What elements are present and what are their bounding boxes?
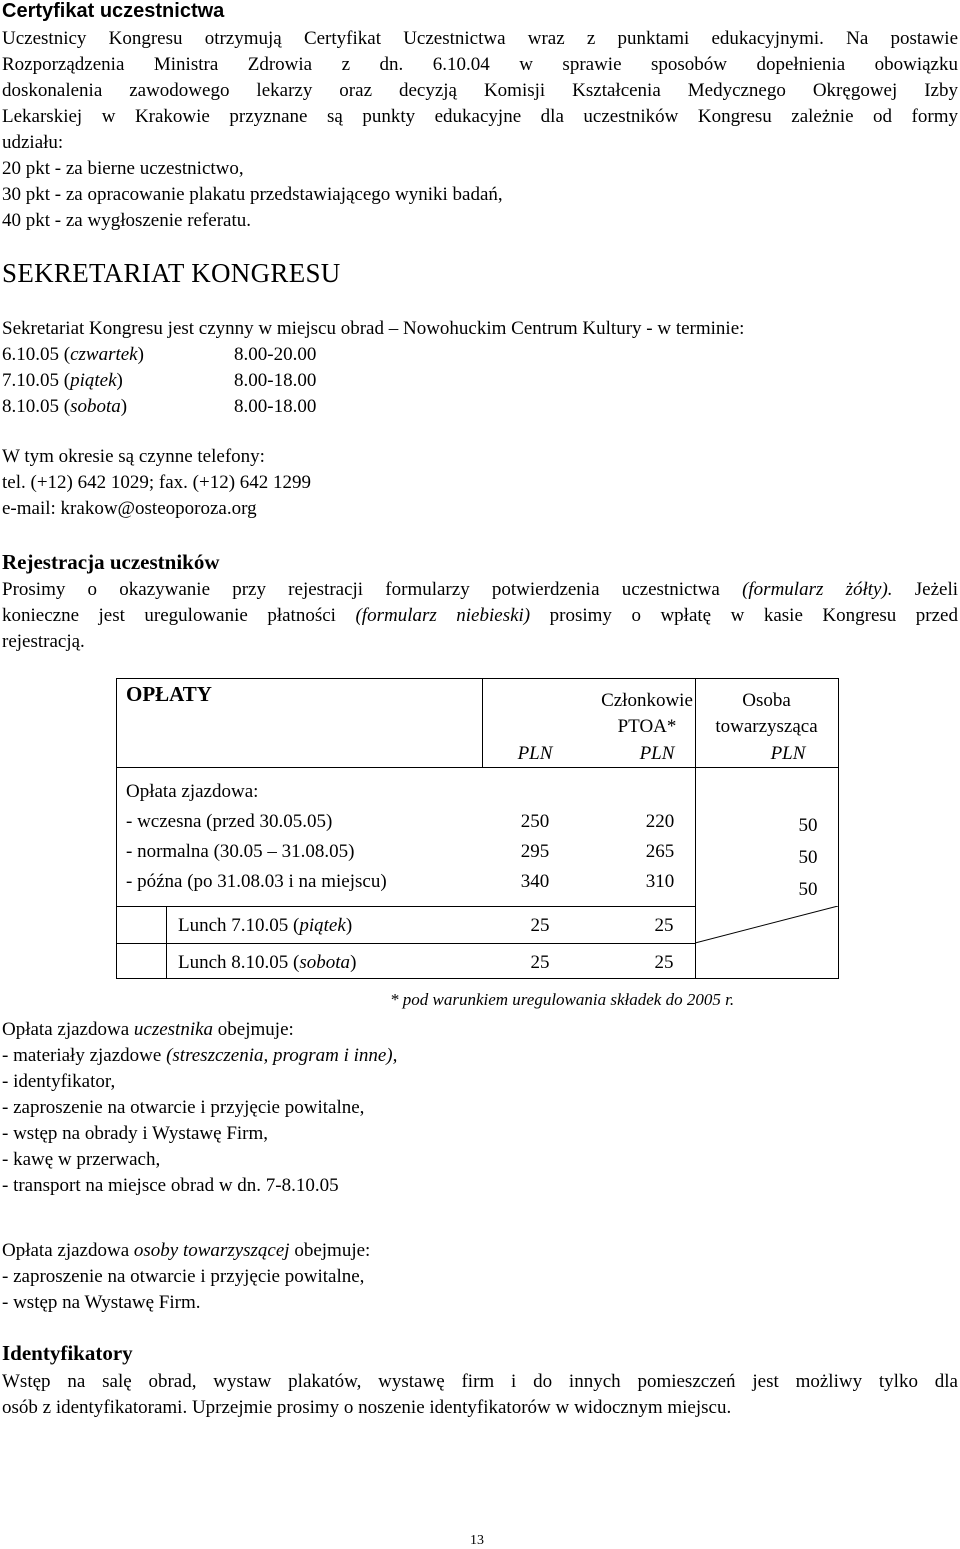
fee-value: 250 xyxy=(520,811,550,832)
fee-row-label: - późna (po 31.08.03 i na miejscu) xyxy=(126,871,387,892)
day-hours: 8.00-20.00 xyxy=(234,344,317,365)
list-item: - wstęp na obrady i Wystawę Firm, xyxy=(2,1123,269,1144)
companion-fee-list xyxy=(2,1238,370,1316)
lunch-label: Lunch 7.10.05 (piątek) xyxy=(178,915,353,936)
list-item: - materiały zjazdowe (streszczenia, program i inne), xyxy=(2,1045,398,1066)
lunch-value: 25 xyxy=(530,915,550,936)
points-item: 30 pkt - za opracowanie plakatu przedstawiającego wyniki badań, xyxy=(2,184,503,205)
col-member-header: Członkowie PTOA* xyxy=(601,690,693,737)
list-item: - wstęp na Wystawę Firm. xyxy=(2,1292,201,1313)
secretariat-day xyxy=(2,342,316,368)
registration-heading: Rejestracja uczestników xyxy=(2,550,220,574)
day-hours: 8.00-18.00 xyxy=(234,396,317,417)
fee-value: 220 xyxy=(645,811,675,832)
lunch-value: 25 xyxy=(530,952,550,973)
day-label: 6.10.05 (czwartek) xyxy=(2,344,144,365)
email: e-mail: krakow@osteoporoza.org xyxy=(2,498,257,519)
registration-line: rejestracją. xyxy=(2,631,85,652)
registration-line: Prosimy o okazywanie przy rejestracji formularzy potwierdzenia uczestnictwa (formularz żółty). Jeżeli xyxy=(2,579,959,600)
participant-fee-list xyxy=(2,1017,397,1199)
fee-value: 50 xyxy=(798,879,818,900)
secretariat-heading: SEKRETARIAT KONGRESU xyxy=(2,258,341,288)
certificate-text xyxy=(2,26,958,234)
lunch-label: Lunch 8.10.05 (sobota) xyxy=(178,952,357,973)
fee-group-label: Opłata zjazdowa: xyxy=(126,781,259,802)
secretariat-day xyxy=(2,394,316,420)
certificate-line: Uczestnicy Kongresu otrzymują Certyfikat Uczestnictwa wraz z punktami edukacyjnymi. Na postawie xyxy=(2,28,958,49)
points-item: 40 pkt - za wygłoszenie referatu. xyxy=(2,210,252,231)
currency-label: PLN xyxy=(517,743,553,764)
badges-line: Wstęp na salę obrad, wystaw plakatów, wystawę firm i do innych pomieszczeń jest możliwy tylko dla xyxy=(2,1371,958,1392)
day-label: 7.10.05 (piątek) xyxy=(2,370,123,391)
list-item: - transport na miejsce obrad w dn. 7-8.10.05 xyxy=(2,1175,339,1196)
list-item: - zaproszenie na otwarcie i przyjęcie powitalne, xyxy=(2,1097,365,1118)
fee-row-label: - normalna (30.05 – 31.08.05) xyxy=(126,841,355,862)
list-item: - identyfikator, xyxy=(2,1071,116,1092)
points-item: 20 pkt - za bierne uczestnictwo, xyxy=(2,158,244,179)
companion-fee-heading: Opłata zjazdowa osoby towarzyszącej obejmuje: xyxy=(2,1240,371,1261)
fee-value: 265 xyxy=(645,841,675,862)
lunch-value: 25 xyxy=(654,915,674,936)
fee-row-label: - wczesna (przed 30.05.05) xyxy=(126,811,333,832)
currency-label: PLN xyxy=(639,743,675,764)
certificate-line: doskonalenia zawodowego lekarzy oraz decyzją Komisji Kształcenia Medycznego Okręgowej Izby xyxy=(2,80,958,101)
badges-line: osób z identyfikatorami. Uprzejmie prosimy o noszenie identyfikatorów w widocznym miejscu. xyxy=(2,1397,732,1418)
page-number: 13 xyxy=(470,1533,484,1548)
phones: tel. (+12) 642 1029; fax. (+12) 642 1299 xyxy=(2,472,312,493)
fee-value: 50 xyxy=(798,815,818,836)
fee-value: 310 xyxy=(645,871,675,892)
certificate-heading: Certyfikat uczestnictwa xyxy=(2,0,225,22)
currency-label: PLN xyxy=(770,743,806,764)
registration-text xyxy=(2,577,958,655)
fee-value: 50 xyxy=(798,847,818,868)
badges-heading: Identyfikatory xyxy=(2,1341,133,1365)
certificate-line: Rozporządzenia Ministra Zdrowia z dn. 6.10.04 w sprawie sposobów dopełnienia obowiązku xyxy=(2,54,958,75)
certificate-line: udziału: xyxy=(2,132,64,153)
day-hours: 8.00-18.00 xyxy=(234,370,317,391)
list-item: - zaproszenie na otwarcie i przyjęcie powitalne, xyxy=(2,1266,365,1287)
diagonal-line xyxy=(695,906,839,979)
fees-heading: OPŁATY xyxy=(126,682,212,706)
secretariat-intro: Sekretariat Kongresu jest czynny w miejscu obrad – Nowohuckim Centrum Kultury - w terminie: xyxy=(2,318,745,339)
fees-footnote: * pod warunkiem uregulowania składek do 2005 r. xyxy=(390,990,735,1009)
secretariat-day xyxy=(2,368,316,394)
certificate-line: Lekarskiej w Krakowie przyznane są punkty edukacyjne dla uczestników Kongresu zależnie od formy xyxy=(2,106,958,127)
phones-label: W tym okresie są czynne telefony: xyxy=(2,446,265,467)
lunch-value: 25 xyxy=(654,952,674,973)
badges-text xyxy=(2,1369,958,1421)
fee-value: 295 xyxy=(520,841,550,862)
day-label: 8.10.05 (sobota) xyxy=(2,396,128,417)
col-companion-header: Osoba towarzysząca xyxy=(715,690,818,737)
registration-line: konieczne jest uregulowanie płatności (formularz niebieski) prosimy o wpłatę w kasie Kongresu przed xyxy=(2,605,958,626)
participant-fee-heading: Opłata zjazdowa uczestnika obejmuje: xyxy=(2,1019,294,1040)
fee-value: 340 xyxy=(520,871,550,892)
list-item: - kawę w przerwach, xyxy=(2,1149,161,1170)
